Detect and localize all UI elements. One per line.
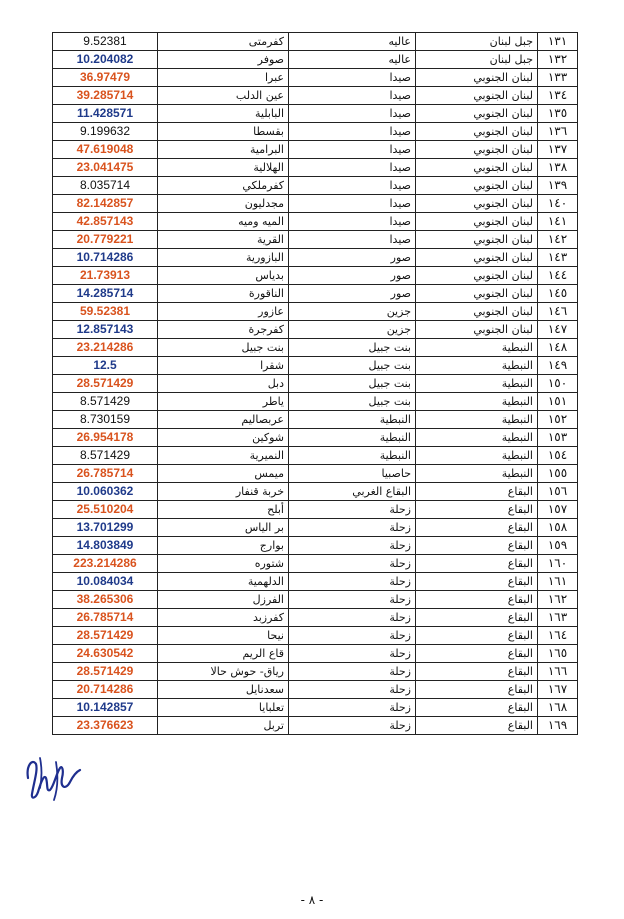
town-cell: عازور [158, 303, 289, 321]
town-cell: بر الياس [158, 519, 289, 537]
table-row [53, 321, 578, 339]
district-cell: بنت جبيل [289, 393, 416, 411]
row-number-cell: ١٦٣ [538, 609, 578, 627]
table-row [53, 51, 578, 69]
governorate-cell: البقاع [416, 627, 538, 645]
district-cell: زحلة [289, 699, 416, 717]
district-cell: زحلة [289, 645, 416, 663]
town-cell: رياق- حوش حالا [158, 663, 289, 681]
table-row [53, 303, 578, 321]
row-number-cell: ١٥٧ [538, 501, 578, 519]
table-row [53, 195, 578, 213]
value-cell: 20.779221 [53, 231, 158, 249]
district-cell: صور [289, 285, 416, 303]
row-number-cell: ١٦٨ [538, 699, 578, 717]
governorate-cell: النبطية [416, 429, 538, 447]
value-cell: 13.701299 [53, 519, 158, 537]
district-cell: جزين [289, 321, 416, 339]
row-number-cell: ١٣١ [538, 33, 578, 51]
district-cell: النبطية [289, 411, 416, 429]
district-cell: زحلة [289, 681, 416, 699]
table-row [53, 33, 578, 51]
town-cell: نيحا [158, 627, 289, 645]
value-cell: 8.571429 [53, 447, 158, 465]
row-number-cell: ١٦٥ [538, 645, 578, 663]
district-cell: صور [289, 267, 416, 285]
governorate-cell: لبنان الجنوبي [416, 321, 538, 339]
value-cell: 10.084034 [53, 573, 158, 591]
governorate-cell: البقاع [416, 609, 538, 627]
table-row [53, 501, 578, 519]
table-row [53, 465, 578, 483]
table-row [53, 393, 578, 411]
value-cell: 28.571429 [53, 663, 158, 681]
value-cell: 14.803849 [53, 537, 158, 555]
town-cell: عبرا [158, 69, 289, 87]
table-row [53, 429, 578, 447]
district-cell: صيدا [289, 123, 416, 141]
value-cell: 8.730159 [53, 411, 158, 429]
governorate-cell: البقاع [416, 645, 538, 663]
town-cell: القرية [158, 231, 289, 249]
row-number-cell: ١٦١ [538, 573, 578, 591]
town-cell: البازورية [158, 249, 289, 267]
district-cell: صيدا [289, 195, 416, 213]
table-row [53, 105, 578, 123]
table-row [53, 159, 578, 177]
district-cell: صيدا [289, 69, 416, 87]
district-cell: عاليه [289, 51, 416, 69]
table-row [53, 591, 578, 609]
governorate-cell: لبنان الجنوبي [416, 141, 538, 159]
district-cell: عاليه [289, 33, 416, 51]
table-row [53, 231, 578, 249]
governorate-cell: البقاع [416, 537, 538, 555]
town-cell: صوفر [158, 51, 289, 69]
town-cell: سعدنايل [158, 681, 289, 699]
district-cell: زحلة [289, 537, 416, 555]
governorate-cell: البقاع [416, 519, 538, 537]
value-cell: 20.714286 [53, 681, 158, 699]
governorate-cell: جبل لبنان [416, 51, 538, 69]
value-cell: 11.428571 [53, 105, 158, 123]
table-row [53, 213, 578, 231]
town-cell: ميمس [158, 465, 289, 483]
district-cell: بنت جبيل [289, 339, 416, 357]
value-cell: 23.214286 [53, 339, 158, 357]
governorate-cell: البقاع [416, 501, 538, 519]
governorate-cell: البقاع [416, 483, 538, 501]
data-table [52, 32, 578, 735]
district-cell: النبطية [289, 447, 416, 465]
governorate-cell: لبنان الجنوبي [416, 249, 538, 267]
governorate-cell: البقاع [416, 591, 538, 609]
table-row [53, 519, 578, 537]
table-row [53, 285, 578, 303]
value-cell: 14.285714 [53, 285, 158, 303]
row-number-cell: ١٤٥ [538, 285, 578, 303]
value-cell: 12.5 [53, 357, 158, 375]
town-cell: الهلالية [158, 159, 289, 177]
value-cell: 10.714286 [53, 249, 158, 267]
table-row [53, 375, 578, 393]
district-cell: النبطية [289, 429, 416, 447]
governorate-cell: النبطية [416, 411, 538, 429]
row-number-cell: ١٤١ [538, 213, 578, 231]
value-cell: 223.214286 [53, 555, 158, 573]
row-number-cell: ١٤٨ [538, 339, 578, 357]
town-cell: شقرا [158, 357, 289, 375]
row-number-cell: ١٥٥ [538, 465, 578, 483]
district-cell: بنت جبيل [289, 357, 416, 375]
row-number-cell: ١٦٤ [538, 627, 578, 645]
table-row [53, 609, 578, 627]
table-row [53, 249, 578, 267]
town-cell: البابلية [158, 105, 289, 123]
table-row [53, 537, 578, 555]
table-row [53, 87, 578, 105]
governorate-cell: لبنان الجنوبي [416, 285, 538, 303]
row-number-cell: ١٥٩ [538, 537, 578, 555]
row-number-cell: ١٣٥ [538, 105, 578, 123]
governorate-cell: النبطية [416, 375, 538, 393]
town-cell: شوكين [158, 429, 289, 447]
row-number-cell: ١٥٨ [538, 519, 578, 537]
row-number-cell: ١٣٨ [538, 159, 578, 177]
value-cell: 23.376623 [53, 717, 158, 735]
district-cell: صيدا [289, 213, 416, 231]
value-cell: 10.204082 [53, 51, 158, 69]
district-cell: زحلة [289, 627, 416, 645]
table-row [53, 339, 578, 357]
row-number-cell: ١٣٢ [538, 51, 578, 69]
town-cell: الناقورة [158, 285, 289, 303]
table-row [53, 483, 578, 501]
row-number-cell: ١٦٢ [538, 591, 578, 609]
row-number-cell: ١٣٣ [538, 69, 578, 87]
row-number-cell: ١٤٢ [538, 231, 578, 249]
governorate-cell: النبطية [416, 393, 538, 411]
town-cell: بوارج [158, 537, 289, 555]
table-row [53, 123, 578, 141]
district-cell: صيدا [289, 177, 416, 195]
governorate-cell: النبطية [416, 339, 538, 357]
district-cell: بنت جبيل [289, 375, 416, 393]
value-cell: 82.142857 [53, 195, 158, 213]
town-cell: كفرجرة [158, 321, 289, 339]
town-cell: النميرية [158, 447, 289, 465]
table-row [53, 717, 578, 735]
district-cell: صيدا [289, 231, 416, 249]
district-cell: زحلة [289, 501, 416, 519]
town-cell: ياطر [158, 393, 289, 411]
town-cell: الدلهمية [158, 573, 289, 591]
table-row [53, 573, 578, 591]
district-cell: زحلة [289, 573, 416, 591]
table-row [53, 555, 578, 573]
town-cell: البرامية [158, 141, 289, 159]
row-number-cell: ١٤٣ [538, 249, 578, 267]
row-number-cell: ١٥٦ [538, 483, 578, 501]
value-cell: 38.265306 [53, 591, 158, 609]
town-cell: بقسطا [158, 123, 289, 141]
governorate-cell: البقاع [416, 573, 538, 591]
row-number-cell: ١٣٩ [538, 177, 578, 195]
value-cell: 10.142857 [53, 699, 158, 717]
town-cell: عين الدلب [158, 87, 289, 105]
row-number-cell: ١٤٦ [538, 303, 578, 321]
table-row [53, 645, 578, 663]
row-number-cell: ١٣٧ [538, 141, 578, 159]
row-number-cell: ١٣٦ [538, 123, 578, 141]
district-cell: صيدا [289, 159, 416, 177]
row-number-cell: ١٦٦ [538, 663, 578, 681]
governorate-cell: البقاع [416, 555, 538, 573]
table-body [53, 33, 578, 735]
value-cell: 21.73913 [53, 267, 158, 285]
row-number-cell: ١٥٤ [538, 447, 578, 465]
table-row [53, 69, 578, 87]
town-cell: بنت جبيل [158, 339, 289, 357]
governorate-cell: لبنان الجنوبي [416, 177, 538, 195]
value-cell: 25.510204 [53, 501, 158, 519]
row-number-cell: ١٥٢ [538, 411, 578, 429]
table-row [53, 411, 578, 429]
governorate-cell: البقاع [416, 663, 538, 681]
table-row [53, 663, 578, 681]
governorate-cell: لبنان الجنوبي [416, 159, 538, 177]
district-cell: زحلة [289, 591, 416, 609]
table-row [53, 357, 578, 375]
district-cell: حاصبيا [289, 465, 416, 483]
row-number-cell: ١٦٩ [538, 717, 578, 735]
value-cell: 12.857143 [53, 321, 158, 339]
district-cell: زحلة [289, 609, 416, 627]
governorate-cell: البقاع [416, 717, 538, 735]
table-row [53, 141, 578, 159]
table-row [53, 267, 578, 285]
value-cell: 10.060362 [53, 483, 158, 501]
town-cell: كفرزبد [158, 609, 289, 627]
district-cell: صيدا [289, 105, 416, 123]
district-cell: جزين [289, 303, 416, 321]
value-cell: 9.199632 [53, 123, 158, 141]
row-number-cell: ١٥٠ [538, 375, 578, 393]
value-cell: 24.630542 [53, 645, 158, 663]
handwritten-signature-icon [20, 748, 84, 806]
town-cell: تعلبايا [158, 699, 289, 717]
town-cell: شتوره [158, 555, 289, 573]
governorate-cell: لبنان الجنوبي [416, 267, 538, 285]
governorate-cell: جبل لبنان [416, 33, 538, 51]
district-cell: صيدا [289, 141, 416, 159]
value-cell: 39.285714 [53, 87, 158, 105]
value-cell: 36.97479 [53, 69, 158, 87]
governorate-cell: لبنان الجنوبي [416, 105, 538, 123]
page-number: - ٨ - [300, 893, 324, 907]
value-cell: 23.041475 [53, 159, 158, 177]
governorate-cell: النبطية [416, 447, 538, 465]
governorate-cell: النبطية [416, 465, 538, 483]
row-number-cell: ١٦٠ [538, 555, 578, 573]
governorate-cell: لبنان الجنوبي [416, 213, 538, 231]
governorate-cell: لبنان الجنوبي [416, 231, 538, 249]
governorate-cell: البقاع [416, 699, 538, 717]
governorate-cell: النبطية [416, 357, 538, 375]
town-cell: كفرمتى [158, 33, 289, 51]
district-cell: زحلة [289, 555, 416, 573]
table-row [53, 627, 578, 645]
row-number-cell: ١٤٠ [538, 195, 578, 213]
table-row [53, 699, 578, 717]
town-cell: مجدليون [158, 195, 289, 213]
row-number-cell: ١٤٤ [538, 267, 578, 285]
town-cell: الميه وميه [158, 213, 289, 231]
value-cell: 42.857143 [53, 213, 158, 231]
governorate-cell: البقاع [416, 681, 538, 699]
value-cell: 8.571429 [53, 393, 158, 411]
town-cell: كفرملكي [158, 177, 289, 195]
district-cell: زحلة [289, 519, 416, 537]
row-number-cell: ١٥٣ [538, 429, 578, 447]
value-cell: 28.571429 [53, 375, 158, 393]
value-cell: 8.035714 [53, 177, 158, 195]
table-row [53, 447, 578, 465]
town-cell: خربة قنفار [158, 483, 289, 501]
row-number-cell: ١٥١ [538, 393, 578, 411]
district-cell: صور [289, 249, 416, 267]
town-cell: الفرزل [158, 591, 289, 609]
value-cell: 47.619048 [53, 141, 158, 159]
town-cell: بدياس [158, 267, 289, 285]
district-cell: البقاع الغربي [289, 483, 416, 501]
town-cell: تربل [158, 717, 289, 735]
row-number-cell: ١٤٩ [538, 357, 578, 375]
value-cell: 59.52381 [53, 303, 158, 321]
district-cell: صيدا [289, 87, 416, 105]
district-cell: زحلة [289, 717, 416, 735]
row-number-cell: ١٦٧ [538, 681, 578, 699]
governorate-cell: لبنان الجنوبي [416, 87, 538, 105]
governorate-cell: لبنان الجنوبي [416, 123, 538, 141]
town-cell: أبلح [158, 501, 289, 519]
table-row [53, 177, 578, 195]
town-cell: قاع الريم [158, 645, 289, 663]
governorate-cell: لبنان الجنوبي [416, 69, 538, 87]
town-cell: دبل [158, 375, 289, 393]
district-cell: زحلة [289, 663, 416, 681]
value-cell: 26.785714 [53, 609, 158, 627]
row-number-cell: ١٤٧ [538, 321, 578, 339]
value-cell: 28.571429 [53, 627, 158, 645]
town-cell: عربصاليم [158, 411, 289, 429]
governorate-cell: لبنان الجنوبي [416, 303, 538, 321]
row-number-cell: ١٣٤ [538, 87, 578, 105]
value-cell: 9.52381 [53, 33, 158, 51]
table-row [53, 681, 578, 699]
governorate-cell: لبنان الجنوبي [416, 195, 538, 213]
value-cell: 26.954178 [53, 429, 158, 447]
value-cell: 26.785714 [53, 465, 158, 483]
